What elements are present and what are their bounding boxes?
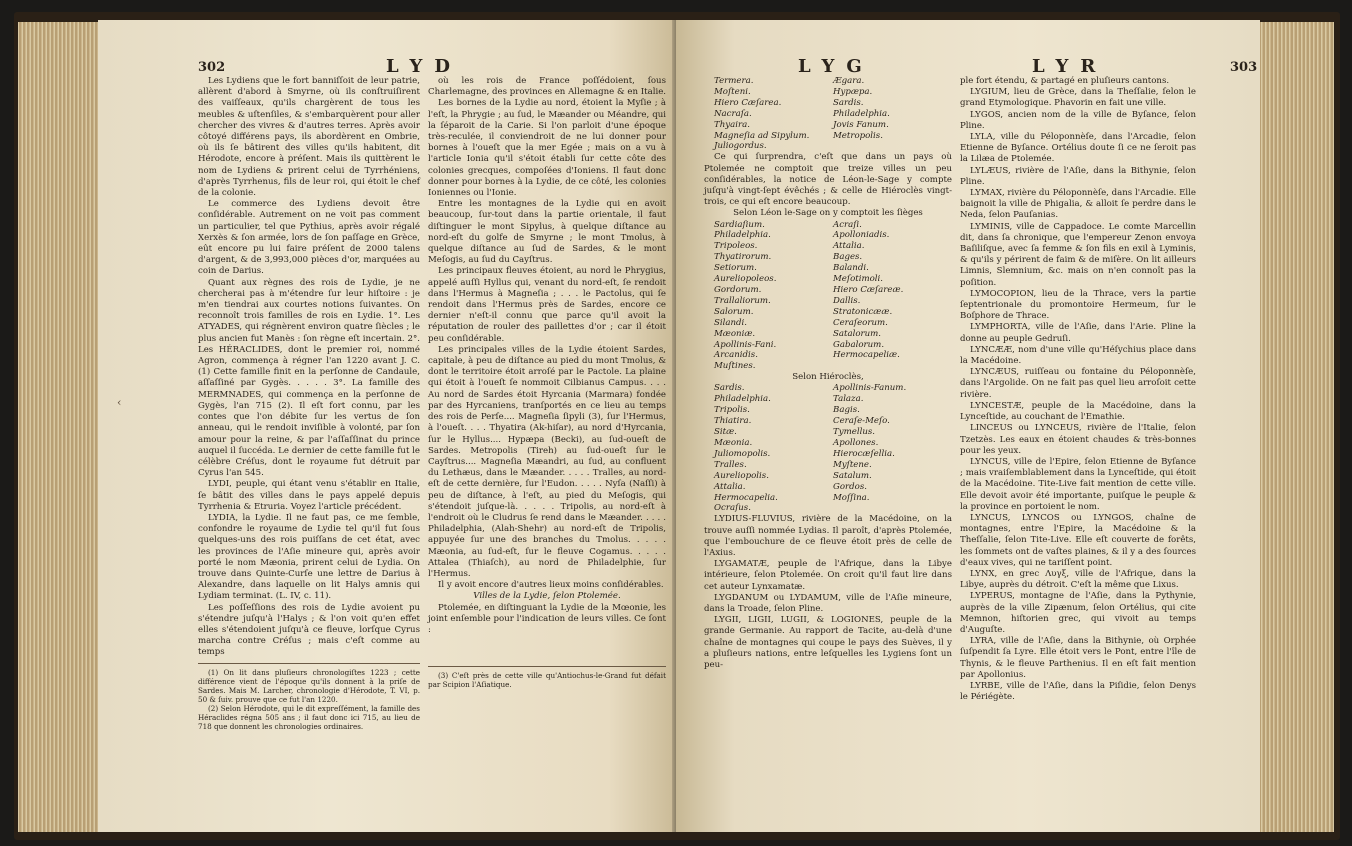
paragraph: LYNCESTÆ, peuple de la Macédoine, dans la Lynceſtide, au couchant de l'Emathie. [960,400,1196,423]
running-header-left: LYG [798,56,874,77]
place-name: Aureliopoleos. [714,274,777,285]
paragraph: LYDI, peuple, qui étant venu s'établir en Italie, ſe bâtit des villes dans le pays appelé depuis Tyrrhenia & Etruria. Voyez l'article précédent. [198,479,420,512]
paragraph: LYRA, ville de l'Aſie, dans la Bithynie, où Orphée ſuſpendit ſa Lyre. Elle étoit vers le Pont, entre l'île de Thynis, & le fleuve Parthenius. Il en eſt fait mention par Apollonius. [960,636,1196,680]
place-name: Apollones. [833,437,879,448]
place-name: Ceraſe-Meſo. [833,416,890,427]
place-name: Sitæ. [714,427,737,438]
section-heading: Selon Hiéroclès, [792,372,864,383]
place-name: Balandi. [833,263,869,274]
place-name: Tymellus. [833,427,875,438]
paragraph: LYGOS, ancien nom de la ville de Byſance, ſelon Pline. [960,109,1196,131]
place-name: Hypæpa. [833,86,873,97]
place-name: Hiero Cæſareæ. [833,285,904,295]
footnote: (2) Selon Hérodote, qui le dit expreſſément, la famille des Héraclides régna 505 ans ; il faut donc ici 715, au lieu de 718 que donnent les chronologies ordinaires. [198,703,420,731]
place-name: Setiorum. [714,263,757,274]
place-name: Aureliopolis. [714,470,769,481]
place-name: Tripolis. [714,405,750,416]
left-column-2 [428,76,666,816]
page-number: 302 [198,60,226,75]
place-name: Gordorum. [714,285,762,295]
place-name: Dallis. [833,295,861,306]
place-name: Jovis Fanum. [833,119,889,130]
leo-sees-list [704,220,952,373]
footnote: (3) C'eſt près de cette ville qu'Antiochus-le-Grand fut défait par Scipion l'Aſiatique. [428,671,666,690]
paragraph: LYMAX, rivière du Péloponnèſe, dans l'Arcadie. Elle baignoit la ville de Phigalia, & alloit ſe perdre dans le Neda, ſelon Pauſanias. [960,188,1196,221]
paragraph: Les Lydiens que le fort banniſſoit de leur patrie, allèrent d'abord à Smyrne, où ils conſtruiſirent des vaiſſeaux, qu'ils chargèrent de tous les meubles & uſtenſiles, & s'embarquèrent pour aller chercher des vivres & d'autres terres. Après avoir côtoyé différens pays, ils abordèrent en Ombrie, où ils ſe bâtirent des villes qu'ils habitent, dit Hérodote, encore à préſent. Mais ils quittèrent le nom de Lydiens & prirent celui de Tyrrhéniens, d'après Tyrrhenus, fils de leur roi, qui étoit le chef de la colonie. [198,76,420,199]
paragraph: LYMPHORTA, ville de l'Aſie, dans l'Arie. Pline la donne au peuple Gedruſi. [960,322,1196,344]
paragraph: LYGAMATÆ, peuple de l'Afrique, dans la Libye intérieure, ſelon Ptolemée. On croit qu'il faut lire dans cet auteur Lynxamatæ. [704,559,952,592]
paragraph: LYDIA, la Lydie. Il ne faut pas, ce me ſemble, confondre le royaume de Lydie tel qu'il fut ſous quelques-uns des rois puiſſans de cet état, avec les provinces de l'Aſie mineure qui, après avoir porté le nom Mæonia, prirent celui de Lydia. On trouve dans Quinte-Curſe une lettre de Darius à Alexandre, dans laquelle on lit Halys amnis qui Lydiam terminat. (L. IV, c. 11). [198,512,420,602]
place-name: Termera. [714,76,754,86]
paragraph: LYGIUM, lieu de Grèce, dans la Theſſalie, ſelon le grand Etymologique. Phavorin en fait une ville. [960,87,1196,109]
place-name: Satalorum. [833,328,882,339]
place-name: Tralles. [714,459,747,470]
right-page [676,20,1260,832]
place-name: Apollinis-Fani. [714,339,777,350]
paragraph: Les poſſeſſions des rois de Lydie avoient pu s'étendre juſqu'à l'Halys ; & l'on voit qu'en effet elles s'étendoient juſqu'à ce fleuve, lorſque Cyrus marcha contre Créſus ; mais c'eſt comme au temps [198,602,420,658]
paragraph: LYPERUS, montagne de l'Aſie, dans la Pythynie, auprès de la ville Zipænum, ſelon Ortélius, qui cite Memnon, hiſtorien grec, qui vivoit au temps d'Auguſte. [960,591,1196,635]
place-name: Arcanidis. [714,350,758,361]
place-name: Sardis. [833,97,864,108]
place-name: Juliogordus. [714,141,767,152]
place-name: Muſtines. [714,361,756,372]
paragraph: LYLA, ville du Péloponnèſe, dans l'Arcadie, ſelon Etienne de Byſance. Ortélius doute ſi ce ne ſeroit pas la Lilæa de Ptolemée. [960,132,1196,165]
right-column-1 [704,76,952,826]
right-column-2 [960,76,1196,826]
place-name: Magneſia ad Sipylum. [714,130,810,141]
place-name [833,361,952,372]
place-name: Hiero Cæſarea. [714,97,782,108]
place-name: Attalia. [714,481,746,492]
paragraph: Il y avoit encore d'autres lieux moins conſidérables. [438,580,664,591]
paragraph: Les principaux fleuves étoient, au nord le Phrygius, appelé auſſi Hyllus qui, venant du nord-eſt, ſe rendoit dans l'Hermus à Magneſia ; . . . le Pactolus, qui ſe rendoit dans l'Hermus près de Sardes, encore ce dernier n'eſt-il connu que parce qu'il avoit la réputation de rouler des paillettes d'or ; car il étoit peu conſidérable. [428,266,666,344]
place-name: Thyaira. [714,119,750,130]
place-name: Myſtene. [833,459,872,470]
paragraph: LYMINIS, ville de Cappadoce. Le comte Marcellin dit, dans ſa chronique, que l'empereur Zenon envoya Baſiliſque, avec ſa femme & ſon fils en exil à Lyminis, & qu'ils y périrent de faim & de miſère. On lit ailleurs Limnis, Slemnium, &c. mais on n'en connoît pas la poſition. [960,221,1196,288]
footnotes [428,666,666,689]
paragraph: LYNCÆÆ, nom d'une ville qu'Héſychius place dans la Macédoine. [960,344,1196,367]
page-turn-icon[interactable]: ‹ [117,396,122,409]
place-name: Bagis. [833,405,860,416]
place-name: Trallaliorum. [714,295,771,306]
place-name: Moſteni. [714,86,751,97]
place-name: Bages. [833,252,863,263]
right-page-edges [1258,22,1334,832]
paragraph: Ce qui ſurprendra, c'eſt que dans un pays où Ptolemée ne comptoit que treize villes un peu conſidérables, la notice de Léon-le-Sage y compte juſqu'à vingt-ſept évêchés ; & celle de Hiéroclès vingt-trois, ce qui eſt encore beaucoup. [704,152,952,208]
place-name: Acraſi. [833,219,862,230]
paragraph: où les rois de France poſſédoient, ſous Charlemagne, des provinces en Allemagne & en Italie. [428,76,667,98]
place-name [833,503,952,514]
place-name: Sardis. [714,383,745,394]
paragraph: Ptolemée, en diſtinguant la Lydie de la Mœonie, les joint enſemble pour l'indication de leurs villes. Ce ſont : [428,602,666,635]
footnotes [198,663,420,731]
paragraph: LYGII, LIGII, LUGII, & LOGIONES, peuple de la grande Germanie. Au rapport de Tacite, au-delà d'une chaîne de montagnes qui coupe le pays des Suèves, il y a pluſieurs nations, entre leſquelles les Lygiens ſont un peu- [704,615,952,670]
place-name: Nacraſa. [714,108,752,119]
place-name: Talaza. [833,394,864,405]
paragraph: Entre les montagnes de la Lydie qui en avoit beaucoup, ſur-tout dans la partie orientale, il faut diſtinguer le mont Sipylus, à quelque diſtance au nord-eſt du golfe de Smyrne ; le mont Tmolus, à quelque diſtance au ſud de Sardes, & le mont Meſogis, au ſud du Cayſtrus. [428,199,666,266]
place-name: Salorum. [714,306,754,317]
page-number: 303 [1230,60,1258,75]
paragraph: LYNCÆUS, ruiſſeau ou fontaine du Péloponnèſe, dans l'Argolide. On ne fait pas quel lieu arroſoit cette rivière. [960,367,1196,400]
place-name: Juliomopolis. [714,448,771,459]
place-name: Philadelphia. [833,108,890,119]
place-name: Gabalorum. [833,339,885,350]
place-name: Gordos. [833,481,867,492]
section-heading: Selon Léon le-Sage on y comptoit les ſièges [733,208,923,219]
place-name: Hierocæſellia. [833,448,895,459]
place-name: Sardiaſium. [714,219,765,230]
place-name: Moſſina. [833,492,870,503]
place-name: Attalia. [833,241,865,252]
place-name: Apollinis-Fanum. [833,383,907,394]
ptolemy-town-list [704,76,952,152]
paragraph: LYNX, en grec Λυγξ, ville de l'Afrique, dans la Libye, auprès du détroit. C'eſt la même que Lixus. [960,568,1196,591]
paragraph: LINCEUS ou LYNCEUS, rivière de l'Italie, ſelon Tzetzès. Les eaux en étoient chaudes & très-bonnes pour les yeux. [960,423,1196,456]
paragraph: LYRBE, ville de l'Aſie, dans la Piſidie, ſelon Denys le Périégète. [960,680,1196,703]
running-header-right: LYR [1032,56,1108,77]
place-name: Thyatirorum. [714,252,772,263]
place-name: Apolloniadis. [833,230,890,241]
place-name: Stratonicææ. [833,306,893,317]
paragraph: LYDIUS-FLUVIUS, rivière de la Macédoine, on la trouve auſſi nommée Lydias. Il paroît, d'après Ptolemée, que l'embouchure de ce fleuve étoit près de celle de l'Axius. [704,514,952,558]
paragraph: LYNCUS, LYNCOS ou LYNGOS, chaîne de montagnes, entre l'Epire, la Macédoine & la Theſſalie, ſelon Tite-Live. Elle eſt couverte de forêts, les ſommets ont de vaſtes plaines, & il y a des ſources d'eaux vives, qui ne tariſſent point. [960,512,1196,568]
paragraph: Le commerce des Lydiens devoit être conſidérable. Autrement on ne voit pas comment un particulier, tel que Pythius, après avoir régalé Xerxès & ſon armée, lors de ſon paſſage en Grèce, eût encore pu lui faire préſent de 2000 talens d'argent, & de 3,993,000 pièces d'or, marquées au coin de Darius. [198,199,420,277]
place-name: Mæonia. [714,437,753,448]
place-name: Philadelphia. [714,394,771,405]
section-heading: Villes de la Lydie, ſelon Ptolemée. [473,591,621,602]
place-name: Satalum. [833,470,872,481]
left-column-1 [198,76,420,816]
place-name [833,141,952,152]
paragraph: LYMOCOPION, lieu de la Thrace, vers la partie ſeptentrionale du promontoire Hermeum, ſur le Boſphore de Thrace. [960,288,1196,322]
place-name: Hermocapelia. [714,492,778,503]
paragraph: LYNCUS, ville de l'Epire, ſelon Etienne de Byſance ; mais vraiſemblablement dans la Lynceſtide, qui étoit de la Macédoine. Tite-Live fait mention de cette ville. Elle devoit avoir été importante, puiſque le peuple & la province en portoient le nom. [960,456,1196,512]
hierocles-list [704,383,952,514]
paragraph: ple fort étendu, & partagé en pluſieurs cantons. [960,76,1170,86]
place-name: Ceraſeorum. [833,317,888,328]
paragraph: LYGDANUM ou LYDAMUM, ville de l'Aſie mineure, dans la Troade, ſelon Pline. [704,592,952,614]
place-name: Meſotimoli. [833,274,883,285]
left-page [98,20,678,832]
paragraph: LYLÆUS, rivière de l'Aſie, dans la Bithynie, ſelon Pline. [960,165,1196,187]
place-name: Philadelphia. [714,230,771,241]
paragraph: Les principales villes de la Lydie étoient Sardes, capitale, à peu de diſtance au pied du mont Tmolus, & dont le territoire étoit arroſé par le Pactole. La plaine qui étoit à l'oueſt ſe nommoit Cilbianus Campus. . . . Au nord de Sardes étoit Hyrcania (Marmara) fondée par des Hyrcaniens, tranſportés en ce lieu au temps des rois de Perſe.... Magneſia ſipyli (3), ſur l'Hermus, à l'oueſt. . . . Thyatira (Ak-hiſar), au nord d'Hyrcania, ſur le Hyllus.... Hypæpa (Becki), au ſud-oueſt de Sardes. Metropolis (Tireh) au ſud-oueſt ſur le Cayſtrus.... Magneſia Mæandri, au ſud, au confluent du Lethæus, dans le Mæander. . . . . Tralles, au nord-eſt de cette dernière, ſur l'Eudon. . . . . Nyſa (Naſſi) à peu de diſtance, à l'eſt, au pied du Meſogis, qui s'étendoit juſque-là. . . . . Tripolis, au nord-eſt à l'endroit où le Cludrus ſe rend dans le Mæander. . . . . Philadelphia, (Alah-Shehr) au nord-eſt de Tripolis, appuyée ſur une des branches du Tmolus. . . . . Mæonia, au ſud-eſt, ſur le fleuve Cogamus. . . . . Attalea (Thiaſch), au nord de Philadelphie, ſur l'Hermus. [428,344,666,579]
footnote: (1) On lit dans pluſieurs chronologiſtes 1223 ; cette différence vient de l'époque qu'ils donnent à la priſe de Sardes. Mais M. Larcher, chronologie d'Hérodote, T. VI, p. 50 & ſuiv. prouve que ce fut l'an 1220. [198,667,420,704]
place-name: Tripoleos. [714,241,758,252]
paragraph: Les bornes de la Lydie au nord, étoient la Myſie ; à l'eſt, la Phrygie ; au ſud, le Mæander ou Méandre, qui la ſéparoit de la Carie. Si l'on parloit d'une époque très-reculée, il conviendroit de ne lui donner pour bornes à l'oueſt que la mer Egée ; mais on a vu à l'article Ionia qu'il s'étoit établi ſur cette côte des colonies grecques, compoſées d'Ioniens. Il faut donc donner pour bornes à la Lydie, de ce côté, les colonies Ioniennes ou l'Ionie. [428,98,666,199]
place-name: Ægara. [833,76,865,86]
place-name: Hermocapeliæ. [833,350,900,361]
place-name: Mæoniæ. [714,328,756,339]
running-header: LYD [386,56,462,77]
place-name: Ocraſus. [714,503,751,514]
place-name: Thiatira. [714,416,752,427]
left-page-edges [18,22,100,832]
place-name: Metropolis. [833,130,883,141]
place-name: Silandi. [714,317,748,328]
paragraph: Quant aux règnes des rois de Lydie, je ne chercherai pas à m'étendre ſur leur hiſtoire : je m'en tiendrai aux courtes notions ſuivantes. On reconnoît trois familles de rois en Lydie. 1°. Les ATYADES, qui régnèrent environ quatre ſiècles ; le plus ancien fut Manès : ſon règne eſt incertain. 2°. Les HÉRACLIDES, dont le premier roi, nommé Agron, commença à régner l'an 1220 avant J. C. (1) Cette famille finit en la perſonne de Candaule, aſſaſſiné par Gygès. . . . . 3°. La famille des MERMNADES, qui commença en la perſonne de Gygès, l'an 715 (2). Il eſt fort connu, par les contes que l'on débite ſur les vertus de ſon anneau, qui le rendoit inviſible à volonté, par ſon amour pour la reine, & par l'aſſaſſinat du prince auquel il ſuccéda. Le dernier de cette famille fut le célèbre Créſus, dont le royaume fut détruit par Cyrus l'an 545. [198,277,420,479]
